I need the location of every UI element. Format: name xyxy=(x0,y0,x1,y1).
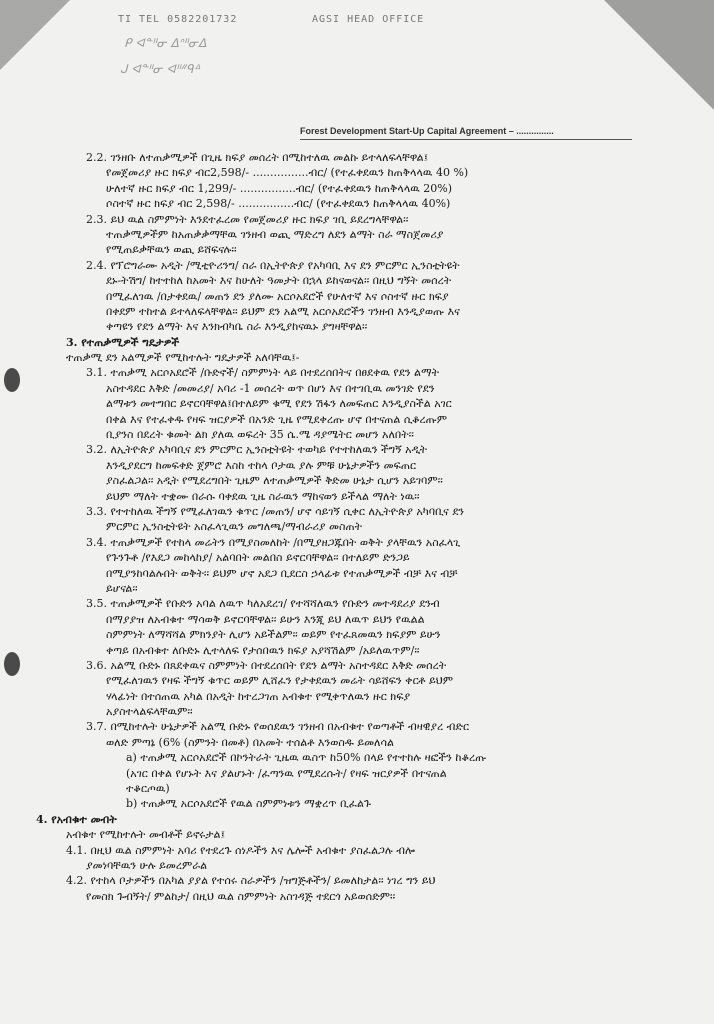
text-line: በማያያዝ ለአብቁተ ማሳወቅ ይኖርባቸዋል፡፡ ይሁን እንጂ ይህ ለዉጥ ይህን የዉልል xyxy=(106,612,425,626)
text-line: ደኑ-ትሽግ/ ከተተከለ ከአመት እና ከሁለት ዓመታት በኋላ ይከናወናል፡፡ በዚህ ግኝት መሰረት xyxy=(106,274,452,288)
text-line: 3.4. ተጠቃሚዎች የተከላ መሬትን በሚያስመለከት /በሚያዘጋጁበት ወቅት ያላቸዉን አስፈላጊ xyxy=(86,535,461,549)
office-stamp: AGSI HEAD OFFICE xyxy=(312,14,425,25)
text-line: በቀል እና የተፈቀዱ የዛፍ ዝርያዎች በአንድ ጊዜ የሚደቀረጡ ሆኖ በተናጠል ሲቆረጡም xyxy=(106,412,447,426)
text-line: b) ተጠቃሚ አርሶአደሮች የዉል ስምምነቱን ማቋረጥ ቢፈልጉ xyxy=(126,797,371,811)
text-line: a) ተጠቃሚ አርሶአደሮች በኮንትራት ጊዜዉ ዉስጥ ከ50% በላይ የተተከሉ ዛፎችን ከቆረጡ xyxy=(126,751,487,765)
handwritten-note-2: ᒍ ᐊᓐᐦᓂ ᐊᐦᐥᑫᐞ xyxy=(120,62,200,76)
text-line: ልማቱን መተግበር ይኖርባቸዋል፤በተለይም ቁሚ የደን ሽፋን ለመፍጠር እንዲያስችል አገር xyxy=(106,397,452,411)
scan-shadow-top-left xyxy=(0,0,70,70)
text-line: ስምምነት ለማሻሻል ምክንያት ሊሆን አይችልም፡፡ ወይም የተፈጸመዉን ክፍያም ይሁን xyxy=(106,628,441,642)
text-line: በሚያንከባልሉበት ወቅት፡፡ ይህም ሆኖ አደጋ ቢደርስ ኃላፊቱ የተጠቃሚዎች ብቻ እና ብቻ xyxy=(106,566,458,580)
text-line: 3.7. በሚከተሉት ሁኔታዎች አልሚ ቡድኑ የወሰደዉን ገንዘብ በአብቁተ የወጣቶች ብዛዊያረ ብድር xyxy=(86,720,470,734)
text-line: የመስክ ጉብኝት/ ምልከታ/ በዚህ ዉል ስምምነት አስገዳጅ ተደርጎ አይወሰድም፡፡ xyxy=(86,889,396,903)
text-line: ተቆርጦዉ) xyxy=(126,782,170,796)
punch-hole-lower xyxy=(4,652,20,676)
scan-shadow-top-right xyxy=(604,0,714,110)
text-line: ቀጣዩን የደን ልማት እና እንክብካቤ ስራ እንዲያከናዉኑ ያግዛቸዋል፡፡ xyxy=(106,320,368,334)
text-line: የጉንጉቶ /የእደጋ መከላከያ/ አልባበት መልበስ ይኖርባቸዋል፡፡ በተለይም ድንጋይ xyxy=(106,551,410,565)
text-line: አብቁተ የሚከተሉት መብቶች ይኖሩታል፤ xyxy=(66,828,226,842)
text-line: 4. የአብቁተ መብት xyxy=(36,812,117,826)
handwritten-note-1: ᑭ ᐊᓐᐦᓂ ᐃᐢᐦᓂᐃ xyxy=(124,36,207,50)
text-line: ወለድ ምጣኔ (6% (ስምንት በመቶ) በአመት ተሰልቶ እንወስዱ ይመለሳል xyxy=(106,735,394,749)
text-line: 2.3. ይህ ዉል ስምምነት እንደተፈረመ የመጀመሪያ ዙር ክፍያ ገቢ ይደረግላቸዋል፡፡ xyxy=(86,212,409,226)
text-line: ቢያንስ በደረት ቁመት ልክ ያለዉ ወፍረት 35 ሴ.ሜ ዳያሜትር መሆን አለበት፡፡ xyxy=(106,428,414,442)
text-line: ተጠቃሚዎችም ከአጠቃቃማቸዉ ገንዘብ ወጪ ማድረግ ለደን ልማት ስራ ማስጀመሪያ xyxy=(106,227,444,241)
text-line: እንዲያደርግ ከመፍቀድ ጀምሮ እስከ ተከላ ቦታዉ ያሉ ምቹ ሁኔታዎችን መፍጠር xyxy=(106,458,417,472)
text-line: አስተዳደር እቅድ /መመሪያ/ አባሪ -1 መሰረት ወጥ በሆነ እና በተገቢዉ መንገድ የደን xyxy=(106,381,435,395)
text-line: በሚፈለገዉ /በታቀደዉ/ መጠን ደን ያለሙ አርሶአደሮች የሁለተኛ እና ሶስተኛ ዙር ክፍያ xyxy=(106,289,449,303)
text-line: የሚጠይቃቸዉን ወጪ ይሸፍናሉ፡፡ xyxy=(106,243,237,257)
text-line: ይህም ማለት ተቋሙ በራሱ ባቀደዉ ጊዜ ስራዉን ማከናወን ይችላል ማለት ነዉ፡፡ xyxy=(106,489,420,503)
text-line: የመጀመሪያ ዙር ክፍያ ብር2,598/- ................ብር/ (የተፈቀደዉን ከጠቅላላዉ 40 %) xyxy=(106,166,469,180)
text-line: 4.2. የተከላ ቦታዎችን በአካል ያያል የተሰሩ ስራዎችን /ዝግጅቶችን/ ይመለከታል፡፡ ነገረ ግን ይህ xyxy=(66,874,436,888)
phone-line: TI TEL 0582201732 xyxy=(118,14,238,25)
text-line: ያመነባቸዉን ሁሉ ይመረምራል xyxy=(86,858,208,872)
text-line: ሃላፊነት በተሰጠዉ አካል በአዲት ከተረጋገጠ አብቁተ የሚቀጥለዉን ዙር ክፍያ xyxy=(106,689,411,703)
text-line: ምርምር ኢንስቲትዩት አስፈላጊዉን መግለጫ/ማብራሪያ መስጠት xyxy=(106,520,363,534)
text-line: 3.6. አልሚ ቡድኑ በጸደቀዉና ስምምነት በተደረሰበት የደን ልማት አስተዳደር እቅድ መሰረት xyxy=(86,658,447,672)
text-line: የሚፈለገዉን የዛፍ ችግኝ ቁጥር ወይም ሊሸፈን የታቀደዉን መሬት ሳይሸፍን ቀርቶ ይህም xyxy=(106,674,453,688)
text-line: ሶስተኛ ዙር ክፍያ ብር 2,598/- ................ብር/ (የተፈቀደዉን ከጠቅላላዉ 40%) xyxy=(106,197,451,211)
text-line: ያስፈልጋል፡፡ አዲት የሚደረግበት ጊዜም ለተጠቃሚዎች ቅድመ ሁኔታ ሲሆን አይገባም፡፡ xyxy=(106,474,443,488)
text-line: ይሆናል፡፡ xyxy=(106,581,138,595)
running-head: Forest Development Start-Up Capital Agreement – ............... xyxy=(300,126,632,140)
text-line: 3.2. ለኢትዮጵያ አካባቢና ደን ምርምር ኢንስቲትዩት ተወካይ የተተከለዉን ችግኝ አዲት xyxy=(86,443,428,457)
text-line: 2.2. ገንዘቡ ለተጠቃሚዎች በጊዜ ክፍያ መሰረት በሚከተለዉ መልኩ ይተላለፍላቸዋል፤ xyxy=(86,151,429,164)
text-line: 3. የተጠቃሚዎች ግዴታዎች xyxy=(66,335,180,349)
document-body xyxy=(36,150,668,904)
text-line: ሁለተኛ ዙር ክፍያ ብር 1,299/- ................ብር/ (የተፈቀደዉን ከጠቅላላዉ 20%) xyxy=(106,181,452,195)
text-line: (አገር በቀል የሆኑት እና ያልሆኑት /ፈጣንዉ የሚደረሱት/ የዛፍ ዝርያዎች በተናጠል xyxy=(126,766,447,780)
text-line: 4.1. በዚህ ዉል ስምምነት አባሪ የተደረጉ ሰነዶችን እና ሌሎች አብቁተ ያስፈልጋሉ ብሎ xyxy=(66,843,415,857)
text-line: 3.5. ተጠቃሚዎች የቡድን አባል ለዉጥ ካለአደረገ/ የተሻሻለዉን የቡድን መተዳደሪያ ደንብ xyxy=(86,597,440,611)
punch-hole-upper xyxy=(4,368,20,392)
text-line: 3.3. የተተከለዉ ችግኝ የሚፈለገዉን ቁጥር /መጠን/ ሆኖ ሳይገኝ ሲቀር ለኢትዮጵያ አካባቢና ደን xyxy=(86,504,465,518)
text-line: ተጠቃሚ ደን አልሚዎች የሚከተሉት ግዴታዎች አለባቸዉ፤- xyxy=(66,351,300,365)
text-line: በቀደም ተከተል ይተላለፍላቸዋል፡፡ ይህም ደን አልሚ አርሶአደሮችን ገንዘብ እንዲያወጡ እና xyxy=(106,304,460,318)
text-line: ቀጣይ በአብቁተ ለቡድኑ ሊተላለፍ የታሰበዉን ክፍያ አያሻሽልም /አይለዉጥም/፡፡ xyxy=(106,643,420,657)
text-line: 3.1. ተጠቃሚ አርሶአደሮች /ቡድኖች/ ስምምነት ላይ በተደረሰበትና በፀደቀዉ የደን ልማት xyxy=(86,366,440,380)
text-line: አያስተላልፍላቸዉም፡፡ xyxy=(106,705,193,719)
text-line: 2.4. የፕሮግራሙ አዲት /ሚቲዮሪንግ/ ስራ በኢትዮጵያ የአካባቢ እና ደን ምርምር ኢንስቲትዩት xyxy=(86,258,460,272)
